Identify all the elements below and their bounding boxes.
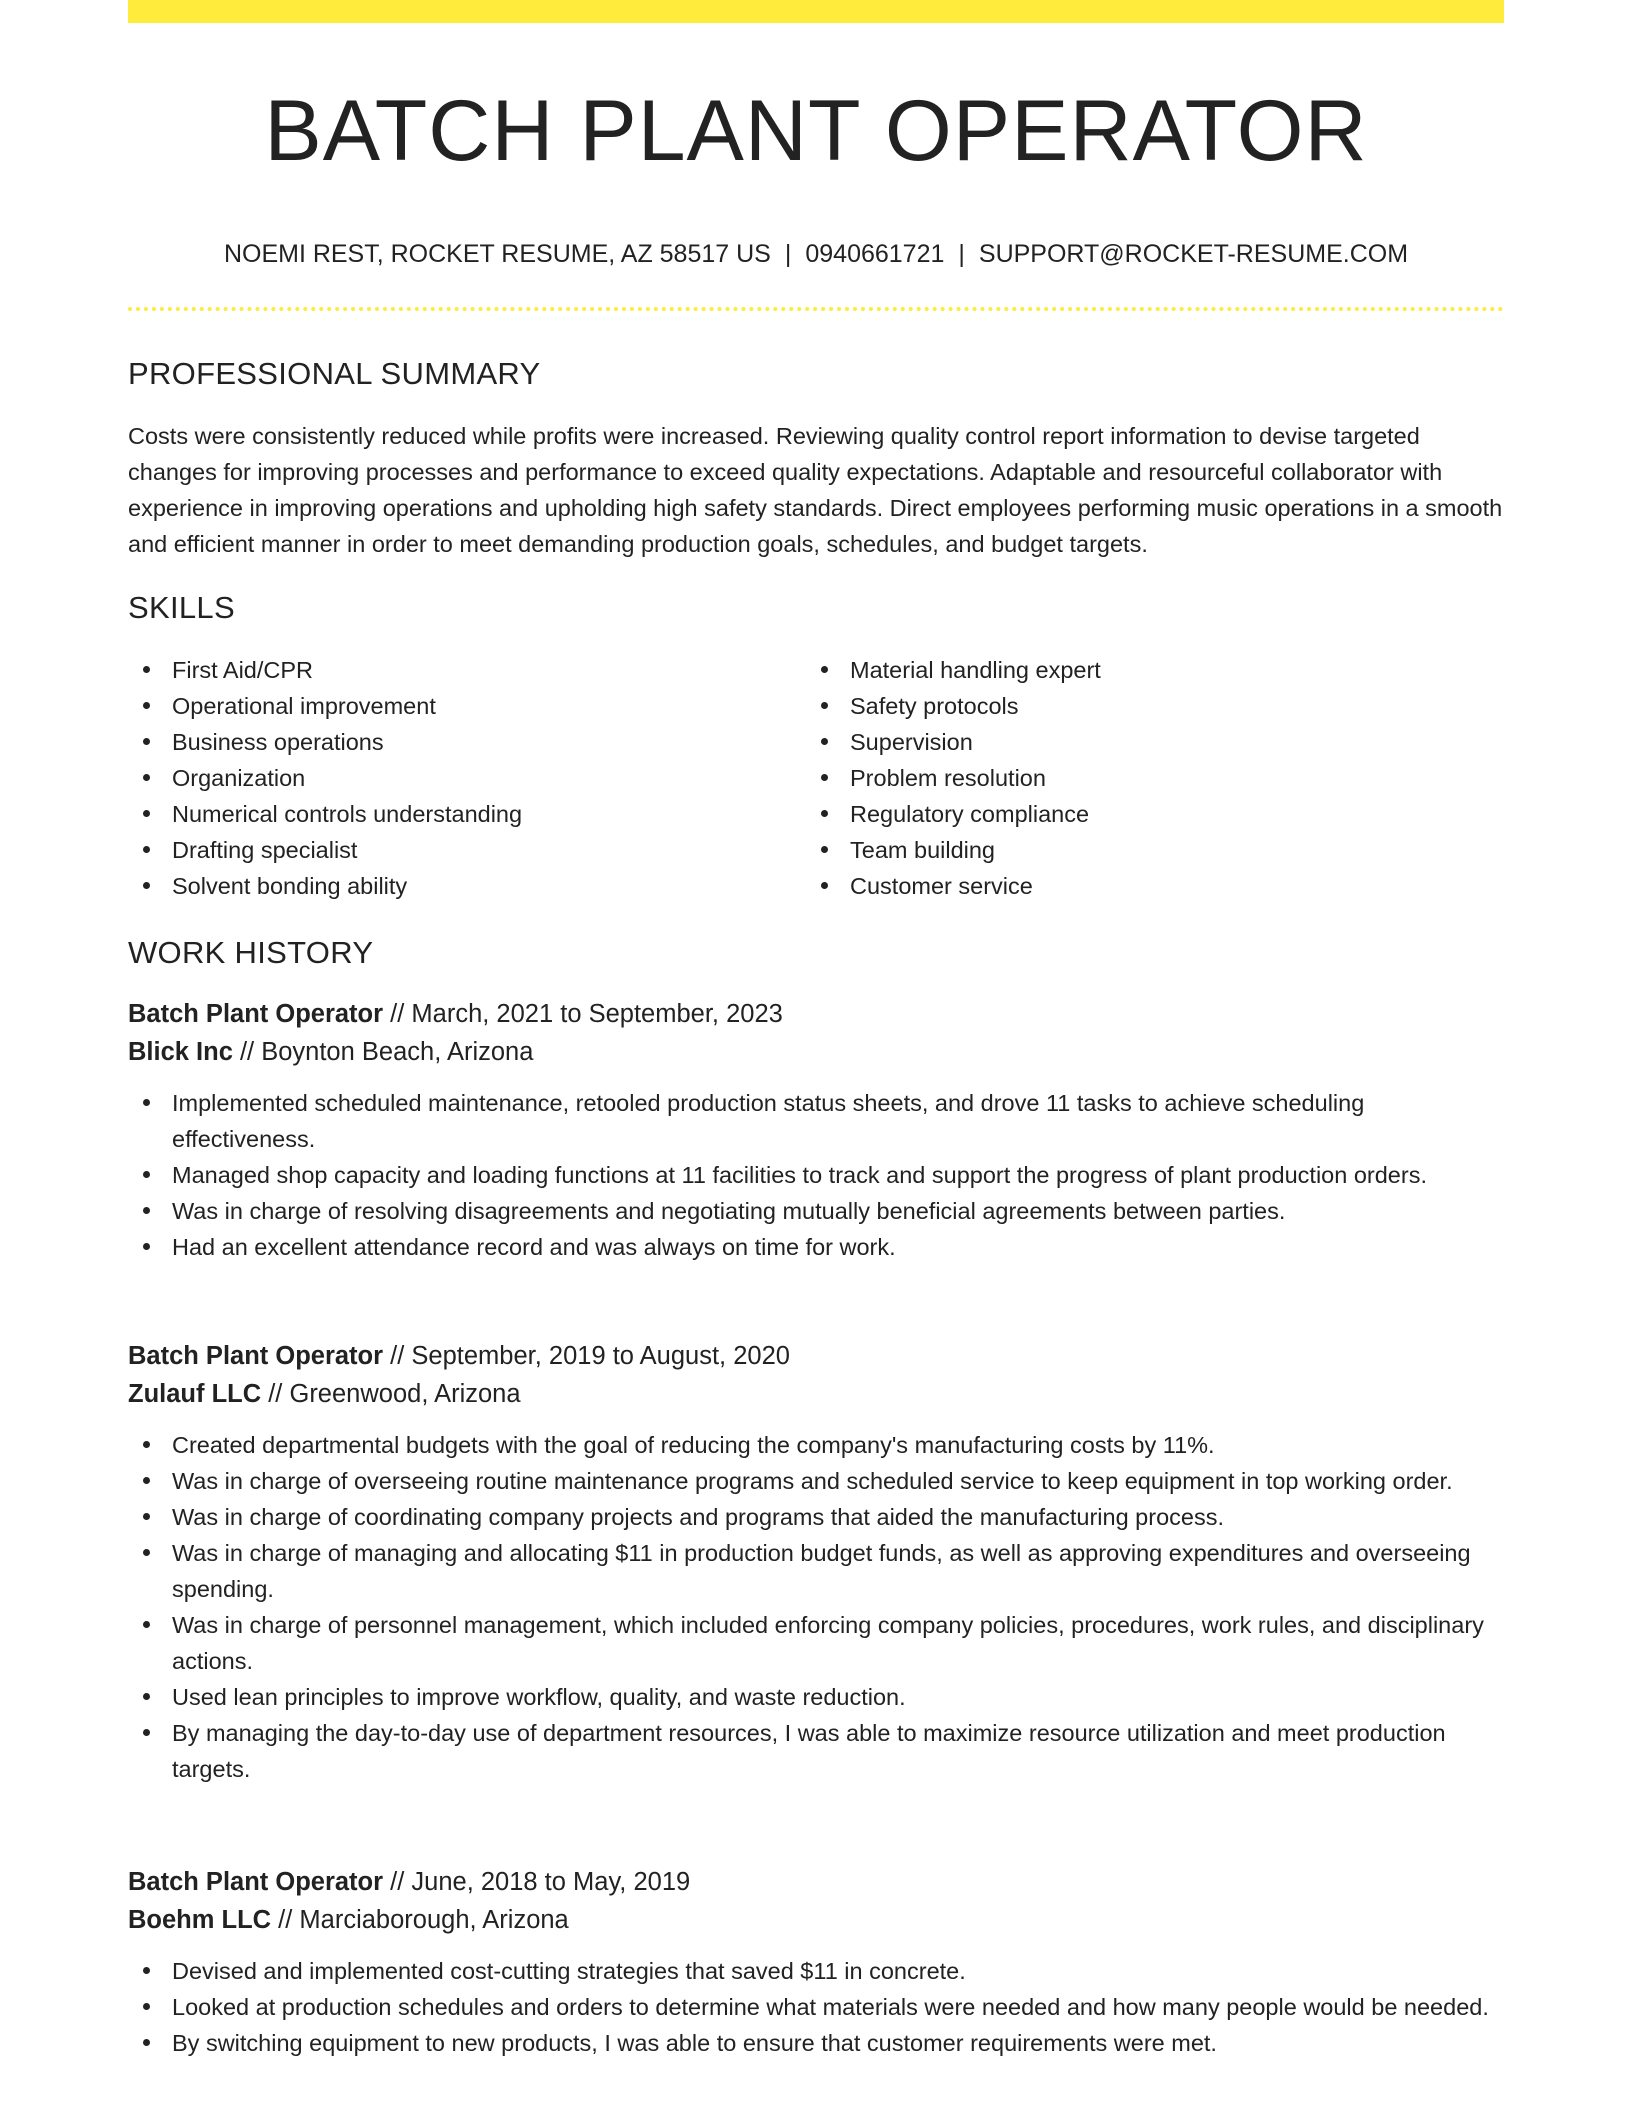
job-bullet: Devised and implemented cost-cutting strategies that saved $11 in concrete. — [128, 1953, 1504, 1989]
job-bullets — [128, 1427, 1504, 1787]
job-bullet: Looked at production schedules and orders to determine what materials were needed and how many people would be needed. — [128, 1989, 1504, 2025]
job-bullet: Was in charge of managing and allocating $11 in production budget funds, as well as approving expenditures and overseeing spending. — [128, 1535, 1504, 1607]
job-bullet: Was in charge of coordinating company projects and programs that aided the manufacturing process. — [128, 1499, 1504, 1535]
accent-top-bar — [128, 0, 1504, 23]
skills-list-right — [806, 652, 1466, 904]
job-title: Batch Plant Operator — [128, 1342, 384, 1370]
skill-item: Drafting specialist — [128, 832, 788, 868]
contact-separator: | — [784, 240, 792, 268]
skill-item: Regulatory compliance — [806, 796, 1466, 832]
job-bullet: Used lean principles to improve workflow, quality, and waste reduction. — [128, 1679, 1504, 1715]
job-title-line — [128, 1863, 1504, 1901]
skills-heading: SKILLS — [128, 590, 235, 625]
job-company-line — [128, 1901, 1504, 1939]
resume-title: BATCH PLANT OPERATOR — [264, 83, 1368, 179]
skill-item: Safety protocols — [806, 688, 1466, 724]
job-company-line — [128, 1033, 1504, 1071]
job-dates: // June, 2018 to May, 2019 — [383, 1868, 691, 1896]
job-company-line — [128, 1375, 1504, 1413]
job-location: // Boynton Beach, Arizona — [232, 1038, 534, 1066]
resume-page — [128, 0, 1504, 2112]
skill-item: Business operations — [128, 724, 788, 760]
job-bullet: Was in charge of resolving disagreements and negotiating mutually beneficial agreements between parties. — [128, 1193, 1504, 1229]
job-bullets — [128, 1085, 1504, 1265]
contact-email[interactable]: SUPPORT@ROCKET-RESUME.COM — [978, 240, 1409, 268]
skill-item: Customer service — [806, 868, 1466, 904]
job-bullets — [128, 1953, 1504, 2061]
skill-item: Organization — [128, 760, 788, 796]
job-dates: // September, 2019 to August, 2020 — [383, 1342, 790, 1370]
job-bullet: By managing the day-to-day use of department resources, I was able to maximize resource utilization and meet production targets. — [128, 1715, 1504, 1787]
job-bullet: Was in charge of overseeing routine maintenance programs and scheduled service to keep equipment in top working order. — [128, 1463, 1504, 1499]
work-history-heading: WORK HISTORY — [128, 935, 374, 970]
contact-separator: | — [958, 240, 965, 268]
skills-list-left — [128, 652, 788, 904]
summary-text: Costs were consistently reduced while profits were increased. Reviewing quality control report information to devise targeted changes for improving processes and performance to exceed quality expectations. Adaptable and resourceful collaborator with experience in improving operations and upholding high safety standards. Direct employees performing music operations in a smooth and efficient manner in order to meet demanding production goals, schedules, and budget targets. — [128, 423, 1503, 557]
dotted-divider — [128, 307, 1504, 311]
job-entry — [128, 995, 1504, 1265]
job-bullet: By switching equipment to new products, I was able to ensure that customer requirements were met. — [128, 2025, 1504, 2061]
contact-line — [128, 236, 1504, 272]
skill-item: Problem resolution — [806, 760, 1466, 796]
job-bullet: Had an excellent attendance record and was always on time for work. — [128, 1229, 1504, 1265]
job-location: // Greenwood, Arizona — [261, 1380, 521, 1408]
contact-address: NOEMI REST, ROCKET RESUME, AZ 58517 US — [223, 240, 771, 268]
skill-item: Material handling expert — [806, 652, 1466, 688]
job-location: // Marciaborough, Arizona — [271, 1906, 569, 1934]
job-company: Zulauf LLC — [128, 1380, 262, 1408]
job-title-line — [128, 1337, 1504, 1375]
skill-item: Numerical controls understanding — [128, 796, 788, 832]
job-entry — [128, 1863, 1504, 2061]
skill-item: Supervision — [806, 724, 1466, 760]
job-bullet: Was in charge of personnel management, which included enforcing company policies, procedures, work rules, and disciplinary actions. — [128, 1607, 1504, 1679]
job-title-line — [128, 995, 1504, 1033]
job-company: Blick Inc — [128, 1038, 233, 1066]
skill-item: Operational improvement — [128, 688, 788, 724]
job-dates: // March, 2021 to September, 2023 — [383, 1000, 783, 1028]
skill-item: Team building — [806, 832, 1466, 868]
job-entry — [128, 1337, 1504, 1787]
job-bullet: Managed shop capacity and loading functions at 11 facilities to track and support the progress of plant production orders. — [128, 1157, 1504, 1193]
job-title: Batch Plant Operator — [128, 1000, 384, 1028]
skill-item: First Aid/CPR — [128, 652, 788, 688]
skill-item: Solvent bonding ability — [128, 868, 788, 904]
contact-phone: 0940661721 — [805, 240, 945, 268]
summary-heading: PROFESSIONAL SUMMARY — [128, 356, 541, 391]
job-company: Boehm LLC — [128, 1906, 272, 1934]
job-title: Batch Plant Operator — [128, 1868, 384, 1896]
job-bullet: Implemented scheduled maintenance, retooled production status sheets, and drove 11 tasks to achieve scheduling effectiveness. — [128, 1085, 1504, 1157]
job-bullet: Created departmental budgets with the goal of reducing the company's manufacturing costs by 11%. — [128, 1427, 1504, 1463]
